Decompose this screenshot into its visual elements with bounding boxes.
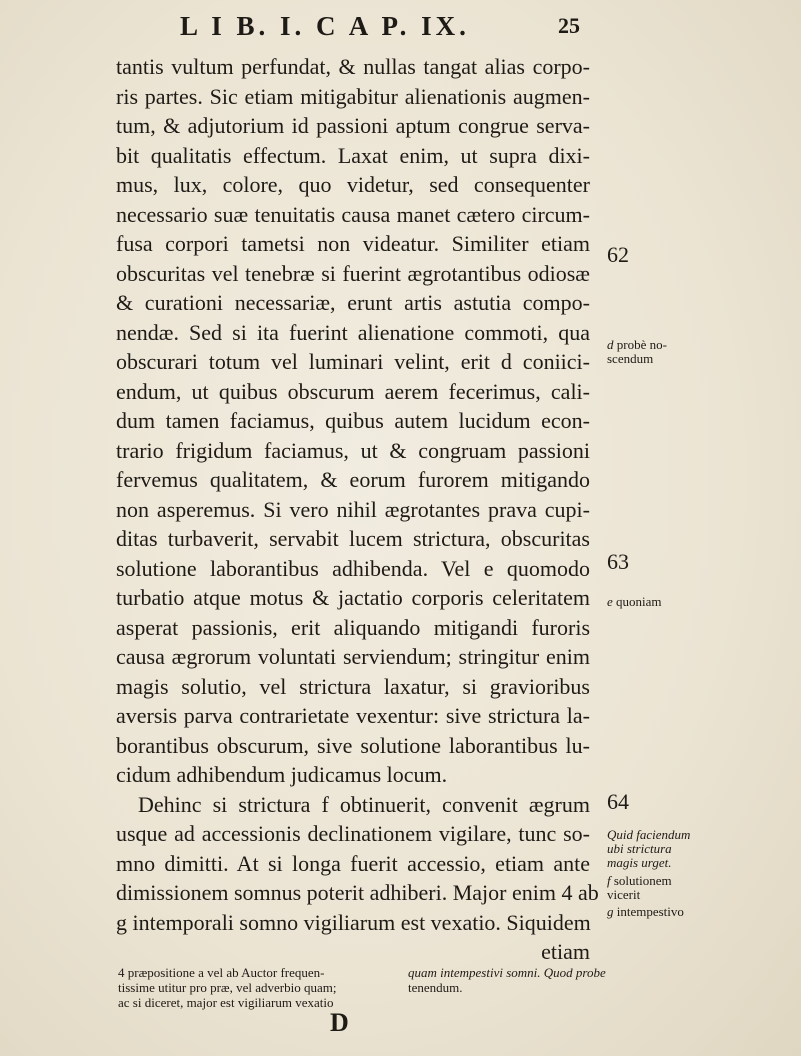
text-line: borantibus obscurum, sive solutione laborantibus lu- [116, 732, 590, 758]
text-line: & curationi necessariæ, erunt artis astutia compo- [116, 290, 590, 315]
text-line: tantis vultum perfundat, & nullas tangat alias corpo- [116, 54, 590, 79]
margin-note-f: f solutionem vicerit [607, 873, 672, 902]
margin-number-63: 63 [607, 549, 629, 574]
text-line: g intemporali somno vigiliarum est vexatio. Siquidem [116, 909, 591, 935]
catchword: etiam [541, 939, 590, 964]
signature-mark: D [330, 1008, 349, 1037]
running-head: L I B. I. C A P. IX. [180, 10, 470, 41]
text-line: usque ad accessionis declinationem vigilare, tunc so- [116, 821, 590, 846]
text-line: cidum adhibendum judicamus locum. [116, 762, 448, 787]
text-line: solutione laborantibus adhibenda. Vel e quomodo [116, 555, 590, 581]
text-line: trario frigidum faciamus, ut & congruam passioni [116, 437, 590, 463]
text-line: obscurari totum vel luminari velint, erit d coniici- [116, 349, 590, 374]
margin-note-e: e quoniam [607, 594, 662, 609]
text-line: asperat passionis, erit aliquando mitigandi furoris [116, 614, 590, 640]
text-line: endum, ut quibus obscurum aerem fecerimus, cali- [116, 378, 590, 404]
margin-number-62: 62 [607, 242, 629, 267]
text-line: dum tamen faciamus, quibus autem lucidum econ- [116, 408, 590, 433]
text-line: bit qualitatis effectum. Laxat enim, ut supra dixi- [116, 142, 590, 168]
text-line: turbatio atque motus & jactatio corporis celeritatem [116, 585, 590, 610]
margin-note-g: g intempestivo [607, 904, 684, 919]
text-line: nendæ. Sed si ita fuerint alienatione commoti, qua [116, 319, 590, 345]
text-line: tum, & adjutorium id passioni aptum congrue serva- [116, 113, 590, 138]
text-line: mno dimitti. At si longa fuerit accessio, etiam ante [116, 850, 590, 876]
text-line: fusa corpori tametsi non videatur. Similiter etiam [116, 231, 590, 256]
text-line: fervemus qualitatem, & eorum furorem mitigando [116, 467, 590, 492]
text-line: necessario suæ tenuitatis causa manet cætero circum- [116, 201, 590, 227]
text-line: causa ægrorum voluntati serviendum; stringitur enim [116, 644, 590, 669]
text-line: ditas turbaverit, servabit lucem strictura, obscuritas [116, 526, 590, 551]
text-line: magis solutio, vel strictura laxatur, si gravioribus [116, 673, 590, 699]
text-line: ris partes. Sic etiam mitigabitur alienationis augmen- [116, 83, 590, 109]
text-line: obscuritas vel tenebræ si fuerint ægrotantibus odiosæ [116, 260, 590, 286]
margin-number-64: 64 [607, 789, 629, 814]
main-text [116, 52, 599, 967]
text-line: non asperemus. Si vero nihil ægrotantes prava cupi- [116, 496, 590, 522]
text-line: dimissionem somnus poterit adhiberi. Major enim 4 ab [116, 880, 599, 905]
text-line: mus, lux, colore, quo videtur, sed consequenter [116, 172, 590, 197]
footnote-col-2: quam intempestivi somni. Quod probe tenendum. [408, 965, 606, 995]
text-line: aversis parva contrarietate vexentur: sive strictura la- [116, 703, 590, 728]
page-header [110, 6, 580, 46]
margin-note-d: d probè no- scendum [607, 337, 667, 366]
text-line: Dehinc si strictura f obtinuerit, convenit ægrum [138, 791, 590, 817]
footnote-col-1: 4 præpositione a vel ab Auctor frequen- tissime utitur pro præ, vel adverbio quam; ac si diceret, major est vigiliarum vexatio [118, 965, 337, 1010]
margin-note-quid: Quid faciendum ubi strictura magis urget. [607, 827, 691, 870]
page-number: 25 [558, 13, 580, 38]
